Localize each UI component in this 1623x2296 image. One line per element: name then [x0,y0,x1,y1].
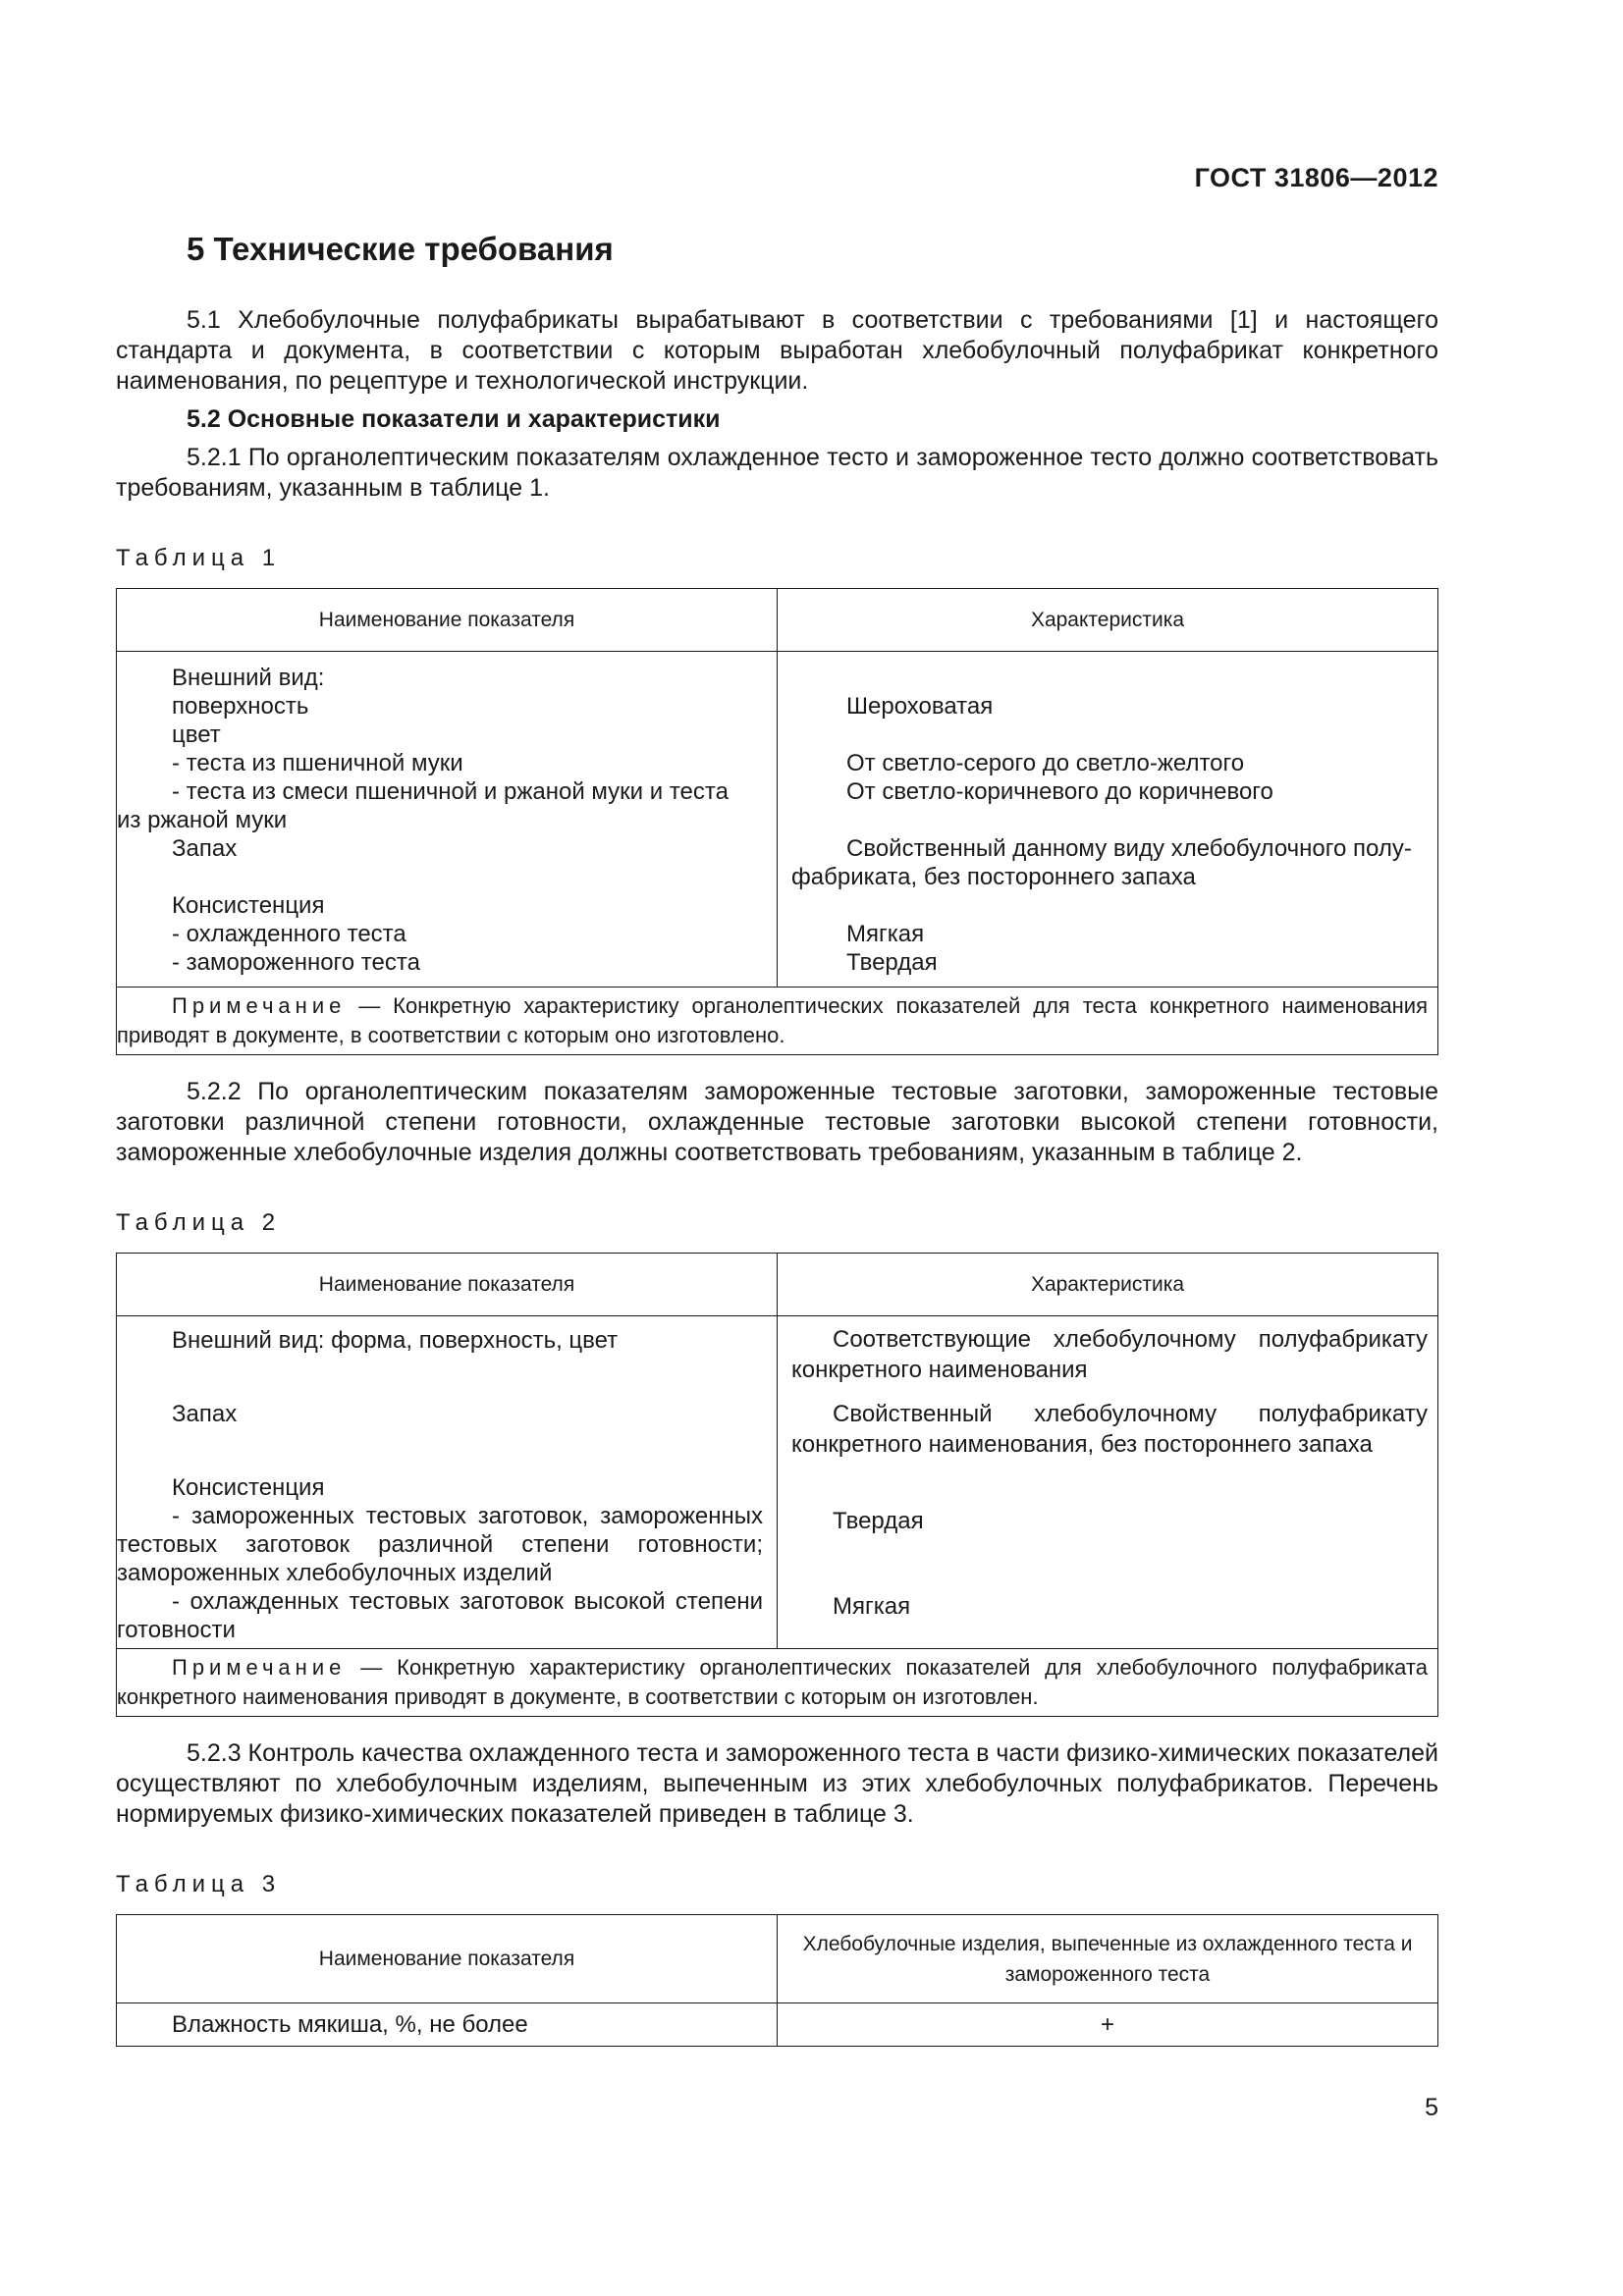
table-3-caption: Таблица 3 [116,1871,282,1897]
section-title: 5 Технические требования [187,231,614,267]
table-1-left-line: - теста из смеси пшеничной и ржаной муки и теста [172,778,729,805]
table-2-row-3-left: Консистенция [172,1474,325,1501]
table-1-left-line: цвет [172,721,221,748]
table-2-row-2-left: Запах [172,1401,238,1427]
table-1-right-line: фабриката, без постороннего запаха [791,864,1196,890]
table-2-caption: Таблица 2 [116,1209,282,1236]
table-1-right-cell [778,652,1438,988]
table-1-right-line [791,891,1428,920]
table-1-right-line [791,721,1428,749]
table-1-right-line [791,664,1428,692]
table-1-left-line: Запах [172,835,238,862]
table-1-right-line: Свойственный данному виду хлебобулочного полу- [846,835,1412,862]
table-2-row-5-right: Мягкая [833,1593,911,1620]
paragraph-5-1: 5.1 Хлебобулочные полуфабрикаты вырабатывают в соответствии с требованиями [1] и настоящего стандарта и документа, в соответствии с которым выработан хлебобулочный полуфабрикат конкретного наименования, по рецептуре и технологической инструкции. [116,306,1438,395]
table-2-row-4-left: - замороженных тестовых заготовок, замороженных тестовых заготовок различной степени готовности; замороженных хлебобулочных изделий [117,1503,763,1586]
table-1-caption: Таблица 1 [116,545,282,571]
paragraph-5-2-3: 5.2.3 Контроль качества охлажденного теста и замороженного теста в части физико-химических показателей осуществляют по хлебобулочным изделиям, выпеченным из этих хлебобулочных полуфабрикатов. Перечень нормируемых физико-химических показателей приведен в таблице 3. [116,1739,1438,1828]
table-3 [116,1914,1438,2047]
table-2-row-1-left: Внешний вид: форма, поверхность, цвет [172,1327,619,1354]
table-1-header-characteristic: Характеристика [778,589,1438,652]
table-1-right-line: От светло-коричневого до коричневого [846,778,1273,805]
table-1-left-line: - охлажденного теста [172,921,406,947]
table-1-left-line: - теста из пшеничной муки [172,750,463,776]
subsection-5-2-title: 5.2 Основные показатели и характеристики [187,405,721,433]
table-2-header-name: Наименование показателя [117,1254,778,1316]
table-2-row-5-left: - охлажденных тестовых заготовок высокой степени готовности [117,1588,763,1643]
table-2-note [117,1649,1438,1717]
table-1-left-line [117,863,767,891]
table-1-note [117,988,1438,1055]
page-number: 5 [1425,2094,1438,2121]
table-1-right-line: От светло-серого до светло-желтого [846,750,1245,776]
table-1-left-line: Внешний вид: [172,665,325,691]
table-1 [116,588,1438,1055]
table-2-row-4-right: Твердая [833,1508,924,1534]
table-2-right-cell [778,1316,1438,1649]
table-2-row-1-right: Соответствующие хлебобулочному полуфабрикату конкретного наименования [791,1326,1428,1383]
table-2 [116,1253,1438,1717]
table-1-left-line: - замороженного теста [172,949,420,976]
table-3-row-1-left: Влажность мякиша, %, не более [117,2003,778,2047]
document-header: ГОСТ 31806—2012 [1194,163,1438,192]
table-3-row-1-right: + [778,2003,1438,2047]
table-1-right-line: Шероховатая [846,693,994,720]
table-1-note-lead: Примечание [172,993,347,1018]
table-2-left-cell [117,1316,778,1649]
table-1-right-line [791,806,1428,834]
paragraph-5-2-1: 5.2.1 По органолептическим показателям охлажденное тесто и замороженное тесто должно соответствовать требованиям, указанным в таблице 1. [116,444,1438,502]
paragraph-5-2-2: 5.2.2 По органолептическим показателям замороженные тестовые заготовки, замороженные тестовые заготовки различной степени готовности, охлажденные тестовые заготовки высокой степени готовности, замороженные хлебобулочные изделия должны соответствовать требованиям, указанным в таблице 2. [116,1078,1438,1166]
table-1-note-text: — Конкретную характеристику органолептических показателей для теста конкретного наименования приводят в документе, в соответствии с которым оно изготовлено. [117,993,1428,1047]
table-1-left-cell [117,652,778,988]
table-2-note-lead: Примечание [172,1655,347,1680]
table-1-right-line: Твердая [846,949,938,976]
table-1-header-name: Наименование показателя [117,589,778,652]
table-1-left-line: Консистенция [172,892,325,919]
table-1-right-line: Мягкая [846,921,925,947]
table-2-row-2-right: Свойственный хлебобулочному полуфабрикату конкретного наименования, без постороннего запаха [791,1401,1428,1458]
table-1-left-line: из ржаной муки [117,807,288,833]
table-1-left-line: поверхность [172,693,309,720]
table-3-header-name: Наименование показателя [117,1915,778,2003]
table-2-note-text: — Конкретную характеристику органолептических показателей для хлебобулочного полуфабриката конкретного наименования приводят в документе, в соответствии с которым он изготовлен. [117,1655,1428,1709]
page-content [116,231,1438,2047]
table-2-header-characteristic: Характеристика [778,1254,1438,1316]
table-3-header-product: Хлебобулочные изделия, выпеченные из охлажденного теста и замороженного теста [778,1915,1438,2003]
